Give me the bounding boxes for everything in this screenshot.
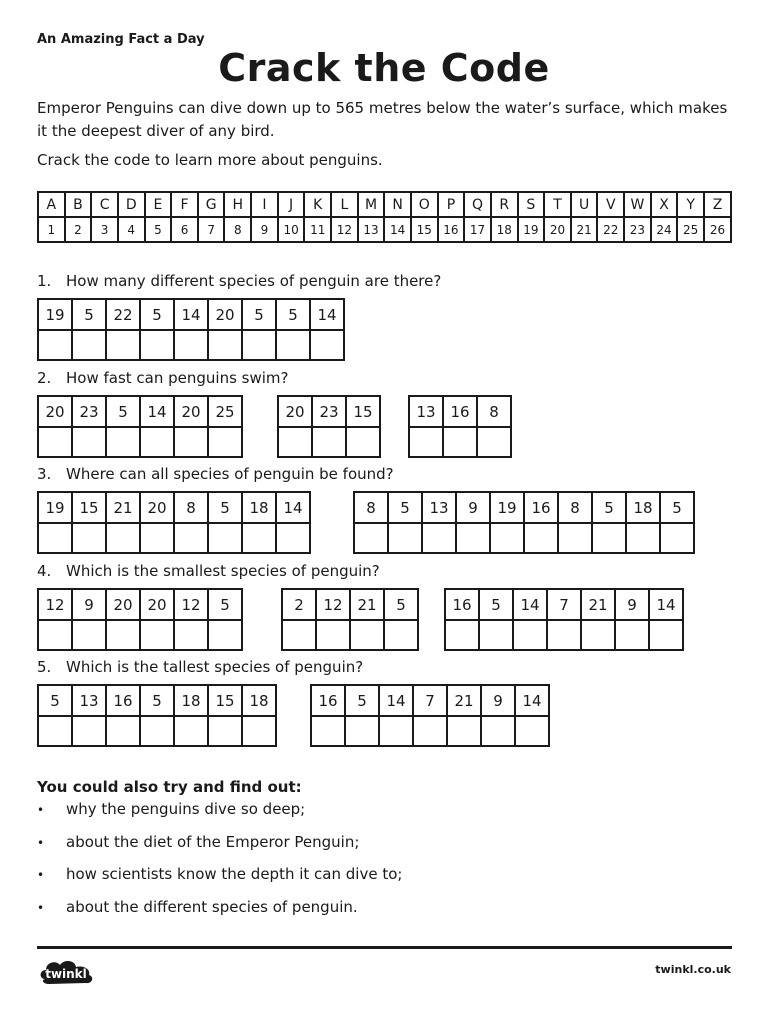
key-letter-cell: S	[518, 192, 545, 217]
answer-letter-cell[interactable]	[354, 523, 388, 553]
answer-letter-cell[interactable]	[660, 523, 694, 553]
code-key-table	[37, 191, 732, 243]
code-number-cell: 21	[581, 589, 615, 620]
code-number-cell: 15	[72, 492, 106, 523]
answer-letter-cell[interactable]	[524, 523, 558, 553]
key-letter-cell: C	[91, 192, 118, 217]
bullet-marker: •	[37, 868, 45, 882]
code-number-cell: 21	[350, 589, 384, 620]
answer-letter-cell[interactable]	[174, 330, 208, 360]
answer-letter-cell[interactable]	[384, 620, 418, 650]
key-letter-cell: N	[384, 192, 411, 217]
also-item-text: about the diet of the Emperor Penguin;	[66, 832, 360, 851]
key-number-cell: 25	[677, 217, 704, 242]
key-letter-cell: R	[491, 192, 518, 217]
key-letter-cell: Z	[704, 192, 731, 217]
key-number-cell: 11	[304, 217, 331, 242]
code-number-cell: 14	[515, 685, 549, 716]
key-number-cell: 26	[704, 217, 731, 242]
question-text: How many different species of penguin are there?	[66, 272, 442, 290]
answer-letter-cell[interactable]	[140, 330, 174, 360]
question-2	[37, 369, 289, 387]
answer-letter-cell[interactable]	[490, 523, 524, 553]
key-letter-cell: Q	[464, 192, 491, 217]
bullet-marker: •	[37, 835, 45, 850]
code-word-grid	[37, 395, 243, 458]
answer-letter-cell[interactable]	[72, 523, 106, 553]
answer-letter-cell[interactable]	[208, 330, 242, 360]
answer-letter-cell[interactable]	[106, 427, 140, 457]
key-number-cell: 9	[251, 217, 278, 242]
answer-letter-cell[interactable]	[346, 427, 380, 457]
key-number-cell: 6	[171, 217, 198, 242]
also-item-text: about the different species of penguin.	[66, 897, 358, 916]
also-title: You could also try and find out:	[37, 778, 302, 796]
code-number-cell: 22	[106, 299, 140, 330]
answer-letter-cell[interactable]	[276, 330, 310, 360]
key-letter-cell: A	[38, 192, 65, 217]
question-number: 2.	[37, 369, 52, 387]
answer-letter-cell[interactable]	[615, 620, 649, 650]
page-title: Crack the Code	[218, 46, 550, 90]
key-letter-cell: J	[278, 192, 305, 217]
key-number-cell: 8	[224, 217, 251, 242]
code-number-cell: 12	[174, 589, 208, 620]
answer-letter-cell[interactable]	[106, 620, 140, 650]
answer-letter-cell[interactable]	[581, 620, 615, 650]
answer-letter-cell[interactable]	[242, 523, 276, 553]
code-number-cell: 5	[660, 492, 694, 523]
code-number-cell: 14	[649, 589, 683, 620]
answer-letter-cell[interactable]	[38, 523, 72, 553]
also-list-item	[37, 865, 402, 898]
code-number-cell: 16	[445, 589, 479, 620]
question-4	[37, 562, 380, 580]
answer-letter-cell[interactable]	[140, 523, 174, 553]
code-number-cell: 5	[384, 589, 418, 620]
code-number-cell: 13	[72, 685, 106, 716]
code-number-cell: 16	[443, 396, 477, 427]
key-number-cell: 2	[65, 217, 92, 242]
code-number-cell: 19	[38, 492, 72, 523]
answer-letter-cell[interactable]	[311, 716, 345, 746]
key-letter-cell: B	[65, 192, 92, 217]
code-number-cell: 12	[316, 589, 350, 620]
code-number-cell: 15	[208, 685, 242, 716]
code-number-cell: 21	[447, 685, 481, 716]
answer-letter-cell[interactable]	[72, 427, 106, 457]
code-word-grid	[37, 588, 243, 651]
answer-letter-cell[interactable]	[388, 523, 422, 553]
code-number-cell: 14	[140, 396, 174, 427]
key-letter-cell: O	[411, 192, 438, 217]
footer-rule	[37, 946, 732, 949]
answer-letter-cell[interactable]	[208, 716, 242, 746]
code-number-cell: 5	[388, 492, 422, 523]
also-list	[37, 800, 402, 930]
key-letter-cell: P	[438, 192, 465, 217]
code-number-cell: 8	[558, 492, 592, 523]
answer-letter-cell[interactable]	[140, 427, 174, 457]
key-letter-cell: E	[145, 192, 172, 217]
answer-letter-cell[interactable]	[515, 716, 549, 746]
code-number-cell: 5	[72, 299, 106, 330]
code-number-cell: 5	[276, 299, 310, 330]
key-number-cell: 23	[624, 217, 651, 242]
code-number-cell: 13	[422, 492, 456, 523]
key-number-cell: 14	[384, 217, 411, 242]
key-letter-cell: F	[171, 192, 198, 217]
answer-letter-cell[interactable]	[558, 523, 592, 553]
key-letter-cell: U	[571, 192, 598, 217]
answer-letter-cell[interactable]	[278, 427, 312, 457]
answer-letter-cell[interactable]	[140, 620, 174, 650]
question-3	[37, 465, 394, 483]
answer-letter-cell[interactable]	[38, 330, 72, 360]
code-number-cell: 5	[345, 685, 379, 716]
answer-letter-cell[interactable]	[445, 620, 479, 650]
code-number-cell: 14	[174, 299, 208, 330]
answer-letter-cell[interactable]	[38, 716, 72, 746]
instruction-text: Crack the code to learn more about penguins.	[37, 151, 383, 169]
code-number-cell: 18	[242, 492, 276, 523]
key-letter-cell: Y	[677, 192, 704, 217]
answer-letter-cell[interactable]	[456, 523, 490, 553]
answer-letter-cell[interactable]	[316, 620, 350, 650]
code-number-cell: 18	[174, 685, 208, 716]
key-letter-cell: X	[651, 192, 678, 217]
answer-letter-cell[interactable]	[409, 427, 443, 457]
code-number-cell: 13	[409, 396, 443, 427]
code-number-cell: 14	[379, 685, 413, 716]
key-letter-cell: L	[331, 192, 358, 217]
question-text: Where can all species of penguin be found?	[66, 465, 394, 483]
answer-letter-cell[interactable]	[513, 620, 547, 650]
code-word-grid	[281, 588, 419, 651]
code-number-cell: 8	[477, 396, 511, 427]
code-word-grid	[353, 491, 695, 554]
code-number-cell: 14	[276, 492, 310, 523]
answer-letter-cell[interactable]	[282, 620, 316, 650]
answer-letter-cell[interactable]	[208, 620, 242, 650]
code-number-cell: 18	[242, 685, 276, 716]
answer-letter-cell[interactable]	[72, 620, 106, 650]
key-number-cell: 10	[278, 217, 305, 242]
also-item-text: how scientists know the depth it can dive to;	[66, 865, 403, 883]
answer-letter-cell[interactable]	[479, 620, 513, 650]
key-letters-row	[38, 192, 731, 217]
code-number-cell: 15	[346, 396, 380, 427]
bullet-marker: •	[37, 900, 45, 915]
key-letter-cell: M	[358, 192, 385, 217]
code-number-cell: 9	[72, 589, 106, 620]
twinkl-logo	[37, 955, 97, 987]
answer-letter-cell[interactable]	[208, 523, 242, 553]
question-number: 4.	[37, 562, 52, 580]
code-word-grid	[37, 684, 277, 747]
code-number-cell: 12	[38, 589, 72, 620]
code-number-cell: 20	[208, 299, 242, 330]
code-number-cell: 5	[208, 589, 242, 620]
code-number-cell: 20	[140, 589, 174, 620]
answer-letter-cell[interactable]	[649, 620, 683, 650]
answer-letter-cell[interactable]	[106, 716, 140, 746]
key-number-cell: 21	[571, 217, 598, 242]
code-word-grid	[277, 395, 381, 458]
answer-letter-cell[interactable]	[413, 716, 447, 746]
answer-letter-cell[interactable]	[592, 523, 626, 553]
answer-letter-cell[interactable]	[310, 330, 344, 360]
code-word-grid	[37, 298, 345, 361]
code-number-cell: 9	[481, 685, 515, 716]
key-number-cell: 24	[651, 217, 678, 242]
code-number-cell: 20	[38, 396, 72, 427]
code-number-cell: 5	[140, 299, 174, 330]
code-number-cell: 14	[513, 589, 547, 620]
key-number-cell: 7	[198, 217, 225, 242]
answer-letter-cell[interactable]	[481, 716, 515, 746]
answer-letter-cell[interactable]	[422, 523, 456, 553]
code-number-cell: 5	[38, 685, 72, 716]
also-list-item	[37, 800, 402, 833]
key-number-cell: 13	[358, 217, 385, 242]
key-letter-cell: W	[624, 192, 651, 217]
code-number-cell: 23	[72, 396, 106, 427]
key-numbers-row	[38, 217, 731, 242]
key-number-cell: 4	[118, 217, 145, 242]
question-text: How fast can penguins swim?	[66, 369, 289, 387]
code-number-cell: 19	[490, 492, 524, 523]
answer-letter-cell[interactable]	[38, 620, 72, 650]
key-number-cell: 19	[518, 217, 545, 242]
code-number-cell: 20	[278, 396, 312, 427]
answer-letter-cell[interactable]	[443, 427, 477, 457]
key-number-cell: 12	[331, 217, 358, 242]
key-letter-cell: D	[118, 192, 145, 217]
intro-text: Emperor Penguins can dive down up to 565 metres below the water’s surface, which makes it the deepest diver of any bird.	[37, 99, 728, 140]
code-number-cell: 5	[106, 396, 140, 427]
answer-letter-cell[interactable]	[174, 523, 208, 553]
key-number-cell: 18	[491, 217, 518, 242]
code-number-cell: 5	[208, 492, 242, 523]
answer-letter-cell[interactable]	[477, 427, 511, 457]
also-list-item	[37, 898, 402, 931]
code-word-grid	[408, 395, 512, 458]
code-number-cell: 5	[140, 685, 174, 716]
question-5	[37, 658, 363, 676]
question-number: 3.	[37, 465, 52, 483]
answer-letter-cell[interactable]	[345, 716, 379, 746]
key-number-cell: 16	[438, 217, 465, 242]
key-number-cell: 17	[464, 217, 491, 242]
also-list-item	[37, 833, 402, 866]
code-word-grid	[444, 588, 684, 651]
code-number-cell: 5	[592, 492, 626, 523]
answer-letter-cell[interactable]	[106, 523, 140, 553]
code-number-cell: 16	[311, 685, 345, 716]
code-number-cell: 20	[174, 396, 208, 427]
key-number-cell: 1	[38, 217, 65, 242]
key-letter-cell: T	[544, 192, 571, 217]
answer-letter-cell[interactable]	[626, 523, 660, 553]
code-number-cell: 18	[626, 492, 660, 523]
code-number-cell: 8	[354, 492, 388, 523]
answer-letter-cell[interactable]	[547, 620, 581, 650]
code-number-cell: 25	[208, 396, 242, 427]
code-number-cell: 14	[310, 299, 344, 330]
code-word-grid	[37, 491, 311, 554]
code-number-cell: 16	[106, 685, 140, 716]
answer-letter-cell[interactable]	[106, 330, 140, 360]
answer-letter-cell[interactable]	[242, 330, 276, 360]
answer-letter-cell[interactable]	[312, 427, 346, 457]
key-number-cell: 15	[411, 217, 438, 242]
answer-letter-cell[interactable]	[447, 716, 481, 746]
answer-letter-cell[interactable]	[174, 620, 208, 650]
key-number-cell: 20	[544, 217, 571, 242]
answer-letter-cell[interactable]	[174, 716, 208, 746]
key-number-cell: 5	[145, 217, 172, 242]
answer-letter-cell[interactable]	[72, 716, 106, 746]
code-number-cell: 21	[106, 492, 140, 523]
code-number-cell: 19	[38, 299, 72, 330]
code-number-cell: 5	[479, 589, 513, 620]
answer-letter-cell[interactable]	[140, 716, 174, 746]
answer-letter-cell[interactable]	[242, 716, 276, 746]
code-number-cell: 8	[174, 492, 208, 523]
footer-site: twinkl.co.uk	[655, 963, 731, 976]
code-number-cell: 2	[282, 589, 316, 620]
also-item-text: why the penguins dive so deep;	[66, 800, 306, 818]
answer-letter-cell[interactable]	[72, 330, 106, 360]
answer-letter-cell[interactable]	[208, 427, 242, 457]
code-number-cell: 16	[524, 492, 558, 523]
code-number-cell: 20	[140, 492, 174, 523]
code-number-cell: 20	[106, 589, 140, 620]
key-letter-cell: V	[597, 192, 624, 217]
code-number-cell: 9	[615, 589, 649, 620]
key-number-cell: 3	[91, 217, 118, 242]
code-number-cell: 7	[413, 685, 447, 716]
answer-letter-cell[interactable]	[350, 620, 384, 650]
question-text: Which is the smallest species of penguin?	[66, 562, 380, 580]
code-number-cell: 7	[547, 589, 581, 620]
key-letter-cell: G	[198, 192, 225, 217]
twinkl-logo-text: twinkl	[45, 967, 87, 981]
key-letter-cell: H	[224, 192, 251, 217]
answer-letter-cell[interactable]	[276, 523, 310, 553]
code-number-cell: 23	[312, 396, 346, 427]
code-number-cell: 9	[456, 492, 490, 523]
code-number-cell: 5	[242, 299, 276, 330]
question-number: 1.	[37, 272, 52, 290]
key-letter-cell: I	[251, 192, 278, 217]
code-word-grid	[310, 684, 550, 747]
question-number: 5.	[37, 658, 52, 676]
answer-letter-cell[interactable]	[38, 427, 72, 457]
question-1	[37, 272, 441, 290]
answer-letter-cell[interactable]	[174, 427, 208, 457]
key-number-cell: 22	[597, 217, 624, 242]
question-text: Which is the tallest species of penguin?	[66, 658, 364, 676]
key-letter-cell: K	[304, 192, 331, 217]
answer-letter-cell[interactable]	[379, 716, 413, 746]
kicker: An Amazing Fact a Day	[37, 32, 205, 47]
bullet-marker: •	[37, 803, 45, 817]
